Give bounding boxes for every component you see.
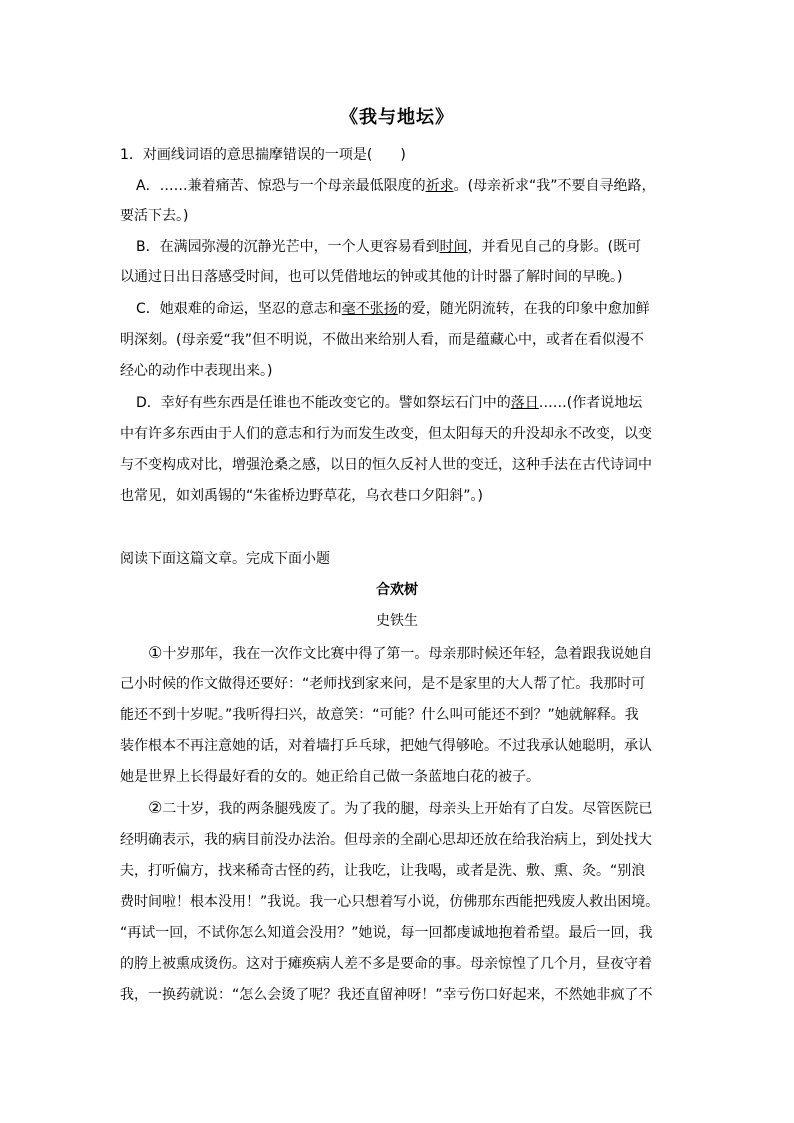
option-b-line2: 以通过日出日落感受时间，也可以凭借地坛的钟或其他的计时器了解时间的早晚。) — [120, 269, 623, 285]
article-author: 史铁生 — [376, 613, 418, 629]
paragraph-2-line2: 经明确表示，我的病目前没办法治。但母亲的全副心思却还放在给我治病上，到处找大 — [120, 832, 652, 848]
option-a-line1 — [136, 177, 686, 195]
paragraph-1-line1 — [148, 644, 688, 663]
paragraph-2-line3: 夫，打听偏方，找来稀奇古怪的药，让我吃，让我喝，或者是洗、敷、熏、灸。“别浪 — [120, 863, 646, 879]
option-d-underlined-word: 落日 — [510, 395, 539, 411]
paragraph-1-line2: 己小时候的作文做得还要好：“老师找到家来问，是不是家里的大人帮了忙。我那时可 — [120, 676, 646, 692]
option-c-line3: 经心的动作中表现出来。) — [120, 363, 273, 379]
paragraph-number: ② — [148, 798, 163, 817]
option-d-line1 — [136, 394, 686, 412]
paragraph-number: ① — [148, 643, 163, 662]
paragraph-2-line5: “再试一回，不试你怎么知道会没用？”她说，每一回都虔诚地抱着希望。最后一回，我 — [120, 925, 653, 941]
paragraph-text: 二十岁，我的两条腿残废了。为了我的腿，母亲头上开始有了白发。尽管医院已 — [162, 801, 653, 817]
paragraph-1-line3: 能还不到十岁呢。”我听得扫兴，故意笑：“可能？什么叫可能还不到？”她就解释。我 — [120, 707, 639, 723]
option-a-text: A．……兼着痛苦、惊恐与一个母亲最低限度的 — [136, 178, 426, 194]
option-c-explanation: 的爱，随光阴流转，在我的印象中愈加鲜 — [397, 301, 650, 317]
option-a-explanation: 。(母亲祈求“我”不要自寻绝路， — [453, 178, 656, 194]
option-c-underlined-word: 毫不张扬 — [341, 301, 398, 317]
paragraph-2-line7: 我，一换药就说：“怎么会烫了呢？我还直留神呀！”幸亏伤口好起来，不然她非疯了不 — [120, 987, 653, 1003]
option-b-underlined-word: 时间 — [439, 239, 468, 255]
option-c-text: C．她艰难的命运，坚忍的意志和 — [136, 301, 342, 317]
paragraph-2-line6: 的胯上被熏成烫伤。这对于瘫痪病人差不多是要命的事。母亲惊惶了几个月，昼夜守着 — [120, 956, 652, 972]
option-b-explanation: ，并看见自己的身影。(既可 — [467, 239, 642, 255]
paragraph-text: 十岁那年，我在一次作文比赛中得了第一。母亲那时候还年轻，急着跟我说她自 — [162, 646, 653, 662]
page-title: 《我与地坛》 — [340, 107, 454, 128]
paragraph-2-line4: 费时间啦！根本没用！”我说。我一心只想着写小说，仿佛那东西能把残废人救出困境。 — [120, 894, 660, 910]
option-d-explanation: ……(作者说地坛 — [538, 395, 643, 411]
paragraph-1-line5: 她是世界上长得最好看的女的。她正给自己做一条蓝地白花的被子。 — [120, 769, 540, 785]
option-b-line1 — [136, 238, 686, 256]
reading-instruction: 阅读下面这篇文章。完成下面小题 — [120, 551, 330, 567]
option-d-line2: 中有许多东西由于人们的意志和行为而发生改变，但太阳每天的升没却永不改变，以变 — [120, 426, 652, 442]
option-a-underlined-word: 祈求 — [425, 178, 454, 194]
article-title: 合欢树 — [376, 582, 418, 598]
option-a-line2: 要活下去。) — [120, 208, 189, 224]
option-c-line2: 明深刻。(母亲爱“我”但不明说，不做出来给别人看，而是蕴藏心中，或者在看似漫不 — [120, 332, 644, 348]
paragraph-2-line1 — [148, 799, 688, 818]
question-stem: 1．对画线词语的意思揣摩错误的一项是( ) — [120, 147, 406, 163]
option-d-line3: 与不变构成对比，增强沧桑之感，以日的恒久反衬人世的变迁，这种手法在古代诗词中 — [120, 457, 652, 473]
paragraph-1-line4: 装作根本不再注意她的话，对着墙打乒乓球，把她气得够呛。不过我承认她聪明，承认 — [120, 738, 652, 754]
option-d-line4: 也常见，如刘禹锡的“朱雀桥边野草花，乌衣巷口夕阳斜”。) — [120, 488, 483, 504]
option-b-text: B．在满园弥漫的沉静光芒中，一个人更容易看到 — [136, 239, 440, 255]
option-c-line1 — [136, 300, 686, 318]
option-d-text: D．幸好有些东西是任谁也不能改变它的。譬如祭坛石门中的 — [136, 395, 511, 411]
